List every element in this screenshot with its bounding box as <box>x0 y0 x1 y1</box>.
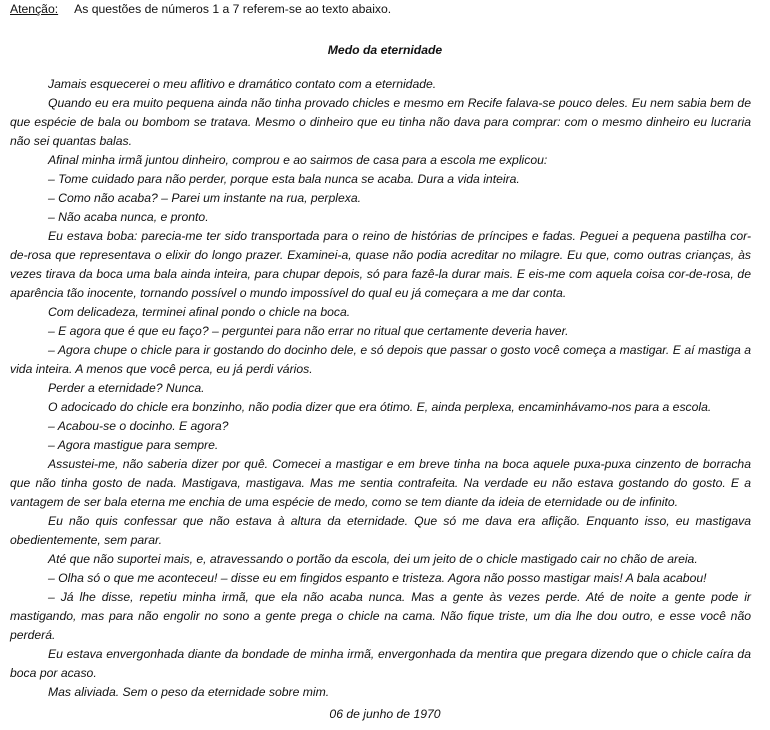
paragraph: – Tome cuidado para não perder, porque esta bala nunca se acaba. Dura a vida inteira. <box>48 172 520 186</box>
paragraph: – E agora que é que eu faço? – perguntei para não errar no ritual que certamente deveria haver. <box>48 324 569 338</box>
paragraph: Eu não quis confessar que não estava à altura da eternidade. Que só me dava era aflição. Enquanto isso, eu mastigava obedientemente, sem parar. <box>10 514 751 547</box>
paragraph: Quando eu era muito pequena ainda não tinha provado chicles e mesmo em Recife falava-se pouco deles. Eu nem sabia bem de que espécie de bala ou bombom se tratava. Mesmo o dinheiro que eu tinha não dava para comprar: com o mesmo dinheiro eu lucraria não sei quantas balas. <box>10 96 751 148</box>
paragraph: – Já lhe disse, repetiu minha irmã, que ela não acaba nunca. Mas a gente às vezes perde. Até de noite a gente pode ir mastigando, mas para não engolir no sono a gente prega o chicle na cama. Não fique triste, um dia lhe dou outro, e esse você não perderá. <box>10 590 751 642</box>
paragraph: Até que não suportei mais, e, atravessando o portão da escola, dei um jeito de o chicle mastigado cair no chão de areia. <box>48 552 698 566</box>
paragraph: Eu estava boba: parecia-me ter sido transportada para o reino de histórias de príncipes e fadas. Peguei a pequena pastilha cor-de-rosa que representava o elixir do longo prazer. Examinei-a, quase não podia acreditar no milagre. Eu que, como outras crianças, às vezes tirava da boca uma bala ainda inteira, para chupar depois, só para fazê-la durar mais. E eis-me com aquela coisa cor-de-rosa, de aparência tão inocente, tornando possível o mundo impossível do qual eu já começara a me dar conta. <box>10 229 751 300</box>
paragraph: – Acabou-se o docinho. E agora? <box>48 419 229 433</box>
paragraph: Assustei-me, não saberia dizer por quê. Comecei a mastigar e em breve tinha na boca aquele puxa-puxa cinzento de borracha que não tinha gosto de nada. Mastigava, mastigava. Mas me sentia contrafeita. Na verdade eu não estava gostando do gosto. E a vantagem de ser bala eterna me enchia de uma espécie de medo, como se tem diante da ideia de eternidade ou de infinito. <box>10 457 751 509</box>
paragraph: – Olha só o que me aconteceu! – disse eu em fingidos espanto e tristeza. Agora não posso mastigar mais! A bala acabou! <box>48 571 707 585</box>
paragraph: – Agora chupe o chicle para ir gostando do docinho dele, e só depois que passar o gosto você começa a mastigar. E aí mastiga a vida inteira. A menos que você perca, eu já perdi vários. <box>10 343 751 376</box>
text-title: Medo da eternidade <box>327 43 443 57</box>
instruction-header <box>10 1 391 17</box>
instruction-text: As questões de números 1 a 7 referem-se ao texto abaixo. <box>74 2 392 16</box>
text-date: 06 de junho de 1970 <box>329 707 441 721</box>
paragraph: – Como não acaba? – Parei um instante na rua, perplexa. <box>48 191 362 205</box>
paragraph: Jamais esquecerei o meu aflitivo e dramático contato com a eternidade. <box>48 77 437 91</box>
paragraph: Eu estava envergonhada diante da bondade de minha irmã, envergonhada da mentira que pregara dizendo que o chicle caíra da boca por acaso. <box>10 647 751 680</box>
paragraph: Mas aliviada. Sem o peso da eternidade sobre mim. <box>48 685 330 699</box>
attention-label: Atenção: <box>10 2 59 16</box>
paragraph: O adocicado do chicle era bonzinho, não podia dizer que era ótimo. E, ainda perplexa, encaminhávamo-nos para a escola. <box>48 400 712 414</box>
paragraph: Perder a eternidade? Nunca. <box>48 381 205 395</box>
text-body <box>10 75 751 702</box>
paragraph: Afinal minha irmã juntou dinheiro, comprou e ao sairmos de casa para a escola me explicou: <box>48 153 548 167</box>
paragraph: Com delicadeza, terminei afinal pondo o chicle na boca. <box>48 305 351 319</box>
paragraph: – Agora mastigue para sempre. <box>48 438 219 452</box>
paragraph: – Não acaba nunca, e pronto. <box>48 210 209 224</box>
